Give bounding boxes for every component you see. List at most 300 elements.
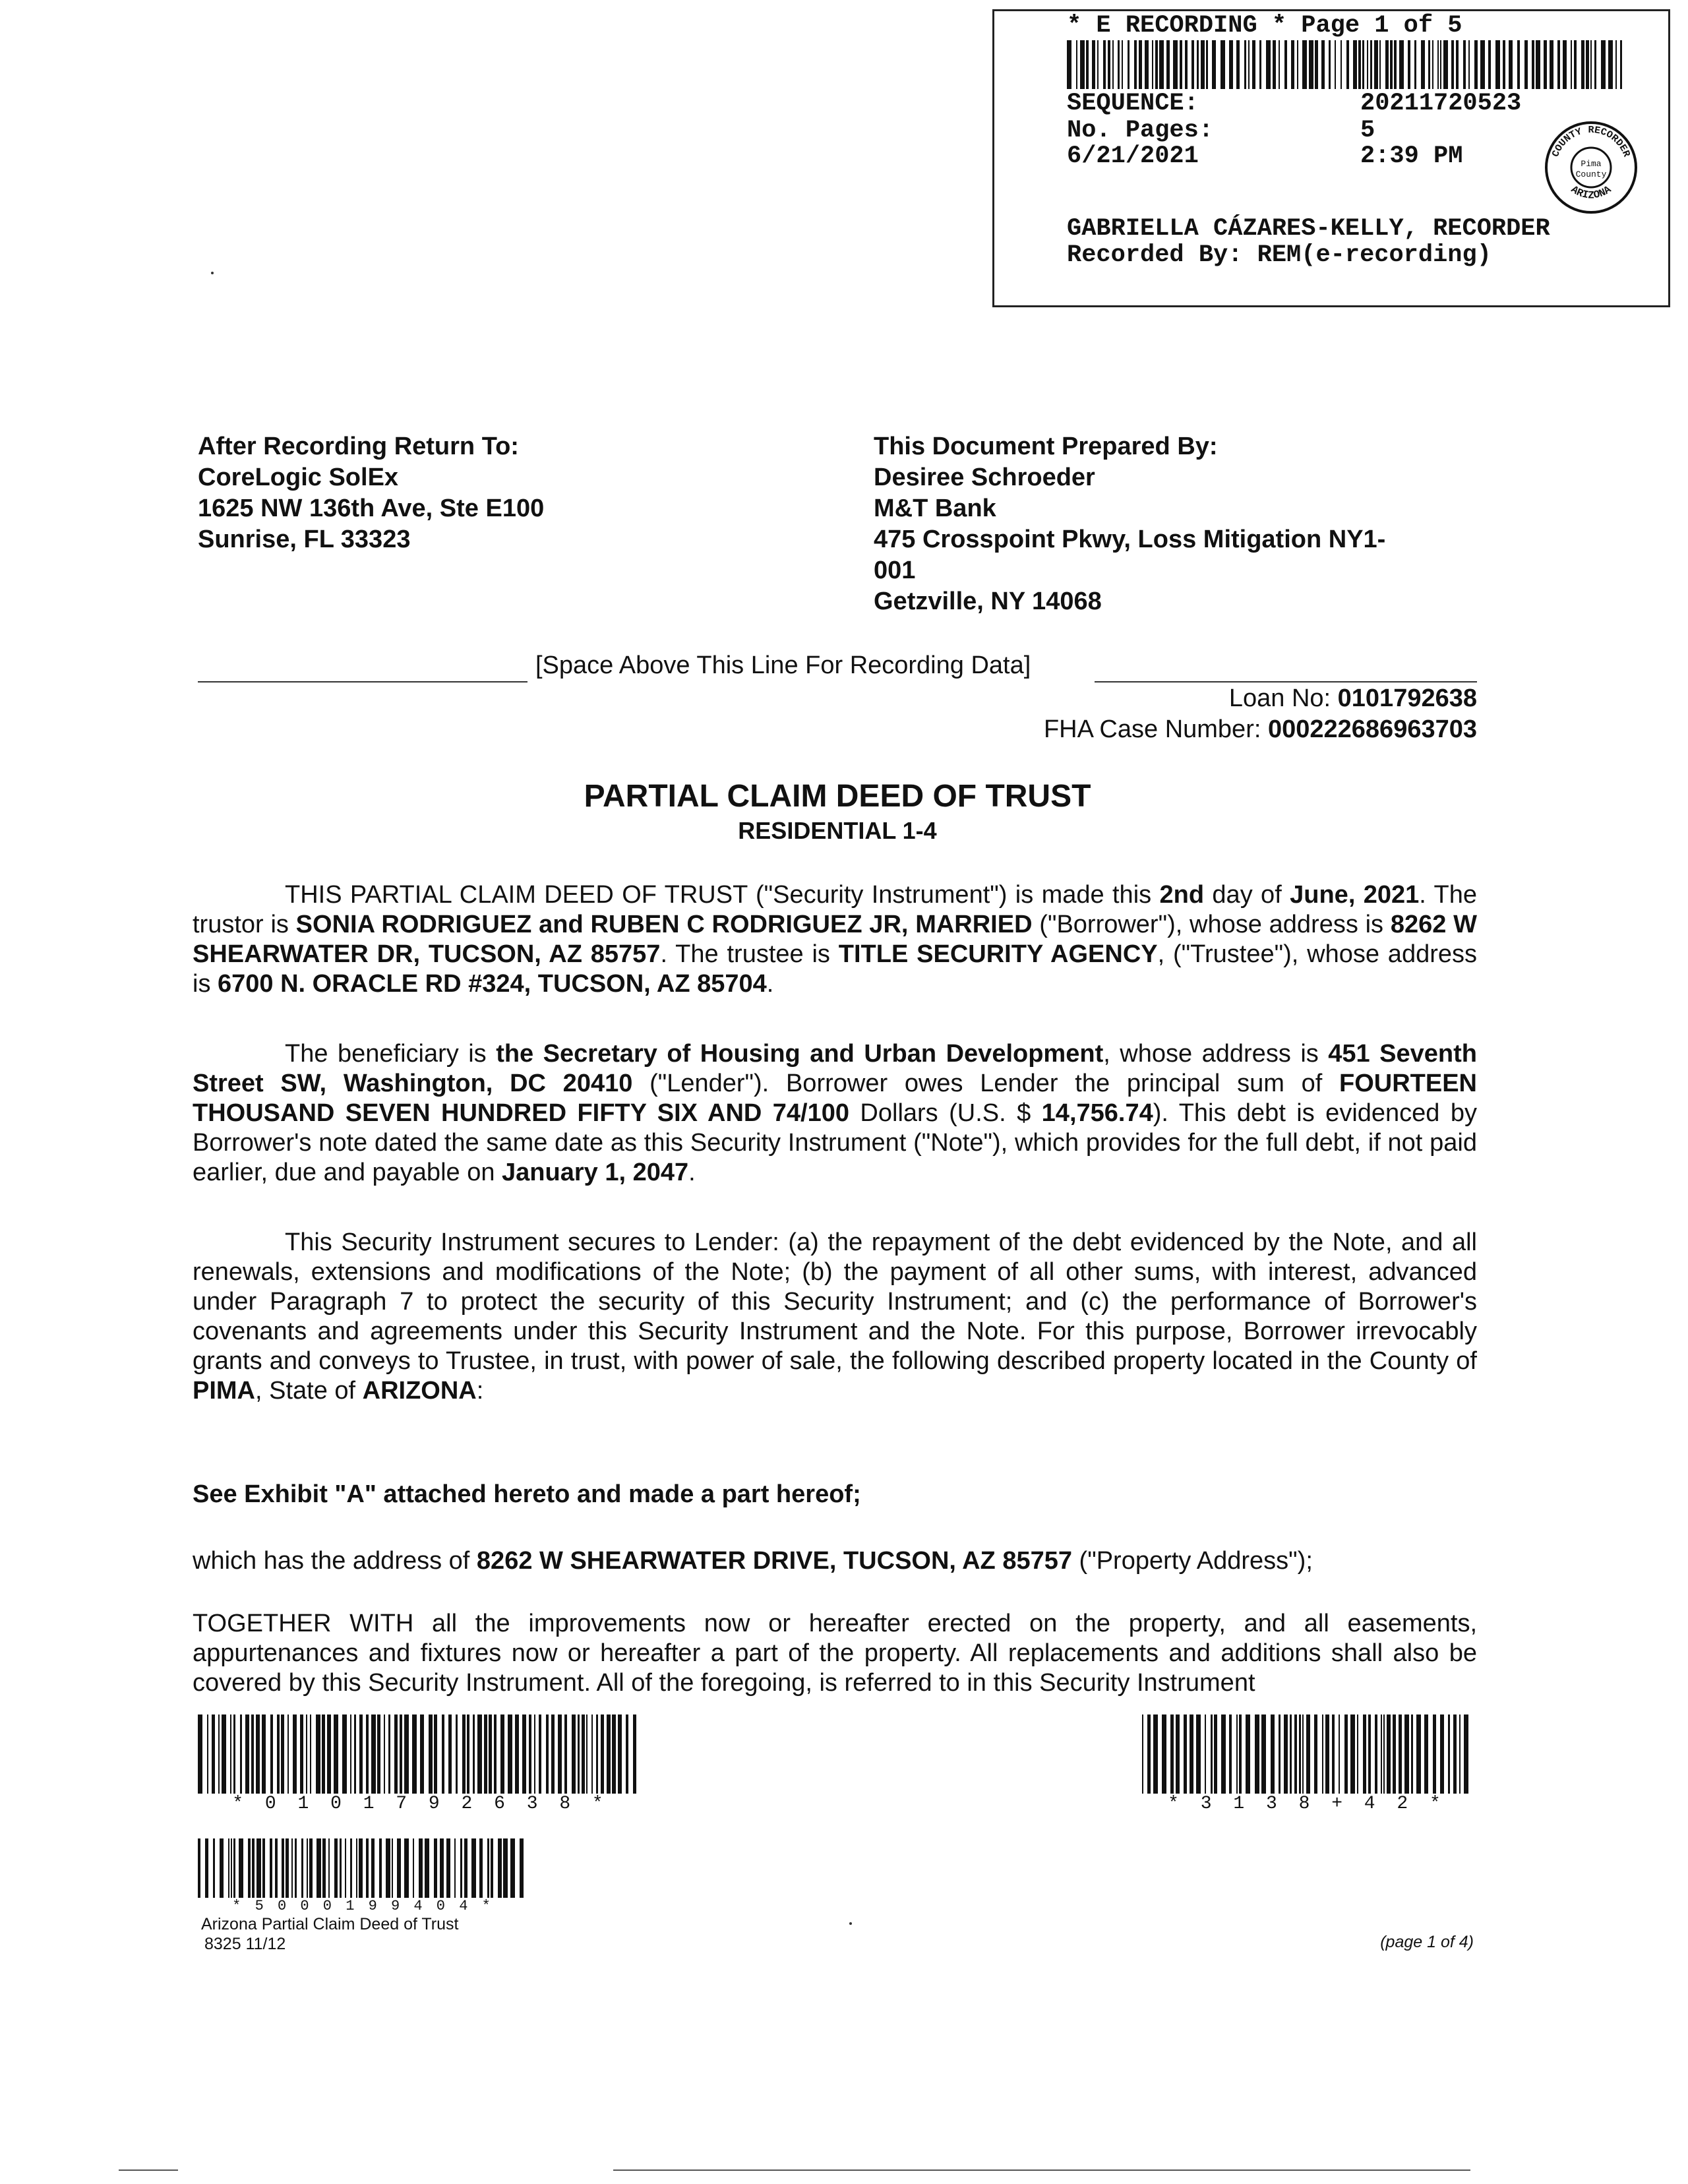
barcode-bar [1557, 40, 1560, 89]
seal-top-text: COUNTY RECORDER [1550, 125, 1633, 159]
barcode-bar [213, 1838, 215, 1898]
barcode-bar [1236, 1714, 1238, 1794]
barcode-bar [1451, 40, 1454, 89]
barcode-bar [1488, 40, 1491, 89]
barcode-bar [1393, 1714, 1396, 1794]
seal-center-1: Pima [1581, 159, 1602, 169]
barcode-bar [582, 1714, 585, 1794]
recording-barcode [1067, 40, 1627, 89]
barcode-bar [245, 1714, 249, 1794]
barcode-bar [434, 1838, 437, 1898]
barcode-bar [359, 1838, 363, 1898]
sequence-label: SEQUENCE: [1067, 90, 1199, 117]
barcode-bar [1122, 40, 1123, 89]
barcode-bar [1306, 1714, 1310, 1794]
fha-value: 000222686963703 [1267, 715, 1477, 743]
barcode-bar [1139, 40, 1142, 89]
barcode-bar [334, 1838, 338, 1898]
barcode-bar [586, 1714, 588, 1794]
barcode-bar [1294, 1714, 1297, 1794]
sequence-value: 20211720523 [1360, 90, 1522, 117]
barcode-bar [286, 1838, 289, 1898]
barcode-bar [198, 1714, 202, 1794]
barcode-bar [446, 1838, 451, 1898]
barcode-bar [1385, 40, 1389, 89]
loan-label: Loan No: [1228, 684, 1331, 712]
barcode-bar [1463, 40, 1466, 89]
barcode-bar [1615, 40, 1617, 89]
barcode-bar [448, 1714, 452, 1794]
barcode-bar [334, 1714, 338, 1794]
barcode-bar [1574, 40, 1577, 89]
barcode-bar [529, 1714, 531, 1794]
barcode-bar [275, 1838, 278, 1898]
fha-label: FHA Case Number: [1043, 715, 1261, 743]
barcode-bar [425, 1838, 429, 1898]
barcode-bar [340, 1838, 342, 1898]
barcode-bar [1544, 40, 1547, 89]
barcode-bar [1440, 40, 1441, 89]
barcode-bar [1341, 40, 1342, 89]
barcode-bar [1239, 1714, 1242, 1794]
barcode-bar [350, 1838, 352, 1898]
barcode-bar [1205, 1714, 1206, 1794]
barcode-bar [1211, 1714, 1213, 1794]
barcode-bar [1332, 1714, 1335, 1794]
barcode-bar [1290, 1714, 1292, 1794]
barcode-bar [404, 1714, 409, 1794]
return-to-line: CoreLogic SolEx [198, 464, 399, 491]
barcode-bar [633, 1714, 636, 1794]
barcode-bar [442, 1714, 444, 1794]
barcode-bar [1118, 40, 1120, 89]
barcode-bar [1517, 40, 1520, 89]
barcode-bar [212, 1714, 215, 1794]
barcode-bar [626, 1714, 628, 1794]
barcode-bar [251, 1714, 254, 1794]
barcode-bar [1374, 40, 1378, 89]
barcode-bar [1314, 1714, 1317, 1794]
barcode-bar [1273, 40, 1276, 89]
barcode-bar [1532, 40, 1534, 89]
barcode-bar [503, 1838, 508, 1898]
barcode-bar [1166, 40, 1170, 89]
barcode-bar [1339, 1714, 1340, 1794]
barcode-bar [1246, 1714, 1250, 1794]
barcode-bar [1108, 40, 1110, 89]
return-to-heading: After Recording Return To: [198, 433, 519, 460]
barcode-bar [1284, 40, 1287, 89]
barcode-bar [1362, 40, 1364, 89]
loan-value: 0101792638 [1337, 684, 1477, 712]
barcode-bar [300, 1714, 303, 1794]
barcode-bar [1571, 40, 1572, 89]
barcode-bar [1142, 1714, 1143, 1794]
barcode-bar [1437, 40, 1439, 89]
barcode-bar [1155, 40, 1158, 89]
seal-center-2: County [1575, 169, 1607, 179]
barcode-bar [1259, 40, 1261, 89]
barcode-bar [1581, 40, 1584, 89]
barcode-bar [262, 1838, 265, 1898]
barcode-bar [316, 1714, 320, 1794]
barcode-bar [1284, 1714, 1288, 1794]
barcode-bar [1601, 40, 1606, 89]
barcode-bar [1509, 40, 1513, 89]
barcode-bar [1480, 40, 1485, 89]
barcode-bar [1291, 40, 1294, 89]
barcode-bar [1145, 40, 1149, 89]
barcode-bar [1411, 1714, 1413, 1794]
barcode-bar [1152, 40, 1153, 89]
barcode-bar [1325, 1714, 1329, 1794]
barcode-bar [1309, 40, 1313, 89]
barcode-bar [1404, 1714, 1409, 1794]
barcode-bar [1459, 1714, 1461, 1794]
barcode-bar [220, 1838, 224, 1898]
barcode-bar [1357, 1714, 1358, 1794]
barcode-bar [429, 1714, 433, 1794]
barcode-bar [371, 1714, 376, 1794]
barcode-bar [578, 1714, 580, 1794]
barcode-bar [328, 1838, 330, 1898]
barcode-bar [301, 1838, 303, 1898]
barcode-bar [248, 1838, 251, 1898]
scan-speck [211, 272, 214, 274]
paragraph-together-with: TOGETHER WITH all the improvements now or hereafter erected on the property, and all easements, appurtenances and fixtures now or hereafter a part of the property. All replacements and additions shall also be covered by this Security Instrument. All of the foregoing, is referred to in this Security Instrument [193, 1610, 1477, 1697]
barcode-bar [1112, 40, 1114, 89]
barcode-bar [270, 1838, 272, 1898]
barcode-bar [1383, 1714, 1385, 1794]
barcode-bar [1370, 40, 1372, 89]
barcode-bar [1271, 1714, 1275, 1794]
barcode-bar [359, 1714, 363, 1794]
barcode-bar [218, 1714, 220, 1794]
barcode-bar [222, 1714, 226, 1794]
barcode-bar [366, 1714, 369, 1794]
barcode-bar [1134, 40, 1137, 89]
barcode-bar [1358, 40, 1361, 89]
barcode-bar [1302, 40, 1307, 89]
barcode-bar [1379, 40, 1381, 89]
barcode-bar [1344, 1714, 1348, 1794]
barcode-bar [239, 1838, 243, 1898]
barcode-bar [1367, 40, 1368, 89]
barcode-bar [1408, 40, 1410, 89]
barcode-bar [1170, 1714, 1174, 1794]
barcode-bar [515, 1714, 519, 1794]
barcode-bar [1394, 40, 1397, 89]
barcode-bar [1503, 40, 1505, 89]
barcode-bar [1252, 40, 1255, 89]
barcode-bar [1299, 1714, 1301, 1794]
barcode-bar [281, 1714, 284, 1794]
prepared-by-block [874, 431, 1467, 617]
pages-label: No. Pages: [1067, 117, 1214, 144]
prepared-by-line: Desiree Schroeder [874, 464, 1095, 491]
barcode-bar [316, 1838, 321, 1898]
barcode-bar [1353, 40, 1357, 89]
exhibit-reference: See Exhibit "A" attached hereto and made a part hereof; [193, 1480, 861, 1508]
document-barcode [1142, 1714, 1472, 1794]
barcode-bar [1159, 40, 1164, 89]
barcode-bar [295, 1838, 297, 1898]
barcode-bar [1302, 1714, 1304, 1794]
barcode-bar [1399, 1714, 1402, 1794]
barcode-bar [479, 1838, 483, 1898]
recording-date: 6/21/2021 [1067, 142, 1199, 170]
page-indicator: (page 1 of 4) [1380, 1933, 1474, 1951]
seal-bottom-text: ARIZONA [1569, 183, 1613, 202]
barcode-bar [434, 1714, 437, 1794]
barcode-bar [1147, 1714, 1151, 1794]
barcode-bar [293, 1714, 297, 1794]
barcode-bar [1448, 1714, 1450, 1794]
barcode-bar [596, 1714, 598, 1794]
barcode-bar [1076, 40, 1077, 89]
barcode-bar [404, 1838, 409, 1898]
recorded-by: Recorded By: REM(e-recording) [1067, 241, 1492, 269]
barcode-bar [1375, 1714, 1377, 1794]
return-to-block [198, 431, 699, 555]
barcode-bar [1190, 1714, 1193, 1794]
barcode-bar [205, 1838, 208, 1898]
barcode-bar [366, 1838, 369, 1898]
barcode-bar [456, 1714, 458, 1794]
barcode-bar [494, 1714, 497, 1794]
barcode-bar [1103, 40, 1106, 89]
barcode-bar [1350, 1714, 1355, 1794]
barcode-bar [1185, 40, 1188, 89]
barcode-bar [413, 1838, 414, 1898]
loan-number [1229, 683, 1477, 713]
space-above-line-text: [Space Above This Line For Recording Data] [535, 652, 1031, 679]
barcode-bar [1206, 40, 1208, 89]
return-to-line: Sunrise, FL 33323 [198, 526, 411, 553]
paragraph-beneficiary: The beneficiary is the Secretary of Housing and Urban Development, whose address is 451 Seventh Street SW, Washington, DC 20410 ("Lender"). Borrower owes Lender the principal sum of FOURTEEN THOUSAND SEVEN HUNDRED FIFTY SIX AND 74/100 Dollars (U.S. $ 14,756.74). This debt is evidenced by Borrower's note dated the same date as this Security Instrument ("Note"), which provides for the full debt, if not paid earlier, due and payable on January 1, 2047. [193, 1040, 1477, 1186]
barcode-bar [618, 1714, 622, 1794]
pages-value: 5 [1360, 117, 1375, 144]
barcode-bar [487, 1838, 489, 1898]
barcode-bar [1586, 40, 1589, 89]
barcode-bar [1244, 40, 1246, 89]
barcode-bar [356, 1838, 357, 1898]
barcode-bar [233, 1838, 235, 1898]
property-address-line: which has the address of 8262 W SHEARWATER DRIVE, TUCSON, AZ 85757 ("Property Address"); [193, 1547, 1313, 1575]
barcode-bar [310, 1714, 311, 1794]
barcode-bar [397, 1838, 401, 1898]
barcode-bar [420, 1714, 424, 1794]
barcode-bar [1086, 40, 1089, 89]
recording-header: * E RECORDING * Page 1 of 5 [1067, 12, 1462, 40]
barcode-bar [1321, 40, 1325, 89]
recording-stamp [992, 9, 1670, 307]
barcode-bar [1092, 40, 1095, 89]
form-barcode [198, 1838, 528, 1898]
barcode-bar [1097, 40, 1099, 89]
barcode-bar [354, 1714, 356, 1794]
barcode-bar [473, 1714, 475, 1794]
barcode-bar [377, 1714, 380, 1794]
barcode-bar [1468, 40, 1470, 89]
barcode-bar [1335, 40, 1336, 89]
barcode-bar [1322, 1714, 1323, 1794]
svg-text:ARIZONA [1569, 183, 1613, 201]
barcode-bar [440, 1838, 444, 1898]
return-to-line: 1625 NW 136th Ave, Ste E100 [198, 495, 545, 522]
barcode-bar [384, 1714, 385, 1794]
barcode-bar [612, 1714, 616, 1794]
barcode-bar [564, 1714, 567, 1794]
paragraph-parties: THIS PARTIAL CLAIM DEED OF TRUST ("Security Instrument") is made this 2nd day of June, 2021. The trustor is SONIA RODRIGUEZ and RUBEN C RODRIGUEZ JR, MARRIED ("Borrower"), whose address is 8262 W SHEARWATER DR, TUCSON, AZ 85757. The trustee is TITLE SECURITY AGENCY, ("Trustee"), whose address is 6700 N. ORACLE RD #324, TUCSON, AZ 85704. [193, 881, 1477, 998]
barcode-bar [207, 1714, 208, 1794]
barcode-bar [558, 1714, 562, 1794]
barcode-bar [491, 1838, 493, 1898]
barcode-bar [591, 1714, 593, 1794]
barcode-bar [1424, 1714, 1428, 1794]
barcode-bar [1261, 1714, 1266, 1794]
barcode-bar [291, 1838, 293, 1898]
barcode-bar [307, 1838, 308, 1898]
barcode-bar [1536, 40, 1540, 89]
barcode-bar [233, 1714, 235, 1794]
barcode-bar [1067, 40, 1071, 89]
barcode-bar [460, 1838, 462, 1898]
barcode-bar [1297, 40, 1298, 89]
barcode-bar [379, 1838, 382, 1898]
scan-edge-mark [119, 2169, 178, 2171]
barcode-bar [1221, 40, 1225, 89]
barcode-bar [1414, 40, 1416, 89]
barcode-bar [277, 1714, 280, 1794]
document-title: PARTIAL CLAIM DEED OF TRUST [584, 779, 1091, 814]
barcode-bar [1368, 1714, 1371, 1794]
barcode-bar [252, 1838, 255, 1898]
barcode-bar [498, 1838, 502, 1898]
barcode-bar [1432, 40, 1433, 89]
barcode-bar [551, 1714, 555, 1794]
barcode-bar [1329, 40, 1331, 89]
barcode-bar [1474, 40, 1478, 89]
barcode-bar [464, 1838, 467, 1898]
barcode-bar [539, 1714, 541, 1794]
barcode-bar [471, 1838, 476, 1898]
barcode-bar [1255, 1714, 1259, 1794]
barcode-bar [510, 1838, 515, 1898]
barcode-bar [240, 1714, 242, 1794]
barcode-bar [1594, 40, 1596, 89]
barcode-bar [1363, 1714, 1366, 1794]
barcode-bar [1191, 40, 1194, 89]
barcode-bar [1428, 40, 1430, 89]
barcode-bar [1176, 1714, 1180, 1794]
barcode-bar [287, 1714, 289, 1794]
barcode-bar [1495, 40, 1500, 89]
barcode-bar [1248, 40, 1250, 89]
fha-case-number [1044, 714, 1477, 744]
barcode-bar [1212, 40, 1216, 89]
barcode-bar [489, 1714, 492, 1794]
barcode-bar [412, 1714, 417, 1794]
prepared-by-heading: This Document Prepared By: [874, 433, 1218, 460]
barcode-bar [1221, 1714, 1226, 1794]
barcode-bar [1590, 40, 1592, 89]
barcode-bar [1464, 1714, 1468, 1794]
barcode-bar [601, 1714, 604, 1794]
barcode-bar [1229, 40, 1233, 89]
loan-barcode [198, 1714, 643, 1794]
barcode-bar [386, 1838, 390, 1898]
barcode-bar [484, 1714, 487, 1794]
barcode-bar [1456, 40, 1459, 89]
recording-time: 2:39 PM [1360, 142, 1463, 170]
barcode-bar [282, 1838, 285, 1898]
barcode-bar [371, 1838, 375, 1898]
barcode-bar [400, 1714, 402, 1794]
barcode-bar [1315, 40, 1318, 89]
scan-speck [849, 1922, 852, 1925]
barcode-bar [256, 1714, 260, 1794]
barcode-bar [1236, 40, 1240, 89]
barcode-bar [327, 1714, 331, 1794]
barcode-bar [419, 1838, 423, 1898]
barcode-bar [1399, 40, 1404, 89]
scan-edge-mark [613, 2169, 1470, 2171]
barcode-bar [1128, 40, 1130, 89]
barcode-bar [1162, 1714, 1166, 1794]
document-barcode-caption: * 3 1 3 8 + 4 2 * [1168, 1794, 1446, 1814]
barcode-bar [230, 1714, 231, 1794]
barcode-bar [1153, 1714, 1158, 1794]
barcode-bar [392, 1838, 394, 1898]
prepared-by-line: M&T Bank [874, 495, 996, 522]
barcode-bar [1620, 40, 1622, 89]
barcode-bar [1346, 40, 1349, 89]
barcode-bar [522, 1714, 526, 1794]
barcode-bar [1416, 1714, 1421, 1794]
barcode-bar [256, 1838, 261, 1898]
paragraph-security: This Security Instrument secures to Lender: (a) the repayment of the debt evidenced by the Note, and all renewals, extensions and modifications of the Note; (b) the payment of all other sums, with interest, advanced under Paragraph 7 to protect the security of this Security Instrument; and (c) the performance of Borrower's covenants and agreements under this Security Instrument and the Note. For this purpose, Borrower irrevocably grants and conveys to Trustee, in trust, with power of sale, the following described property located in the County of PIMA, State of ARIZONA: [193, 1228, 1477, 1405]
barcode-bar [1279, 40, 1280, 89]
barcode-bar [1387, 1714, 1391, 1794]
barcode-bar [1440, 1714, 1444, 1794]
barcode-bar [508, 1714, 512, 1794]
barcode-bar [322, 1714, 325, 1794]
barcode-bar [1173, 40, 1178, 89]
barcode-bar [394, 1714, 398, 1794]
form-code: 8325 11/12 [204, 1935, 286, 1953]
barcode-bar [1381, 1714, 1382, 1794]
barcode-bar [1279, 1714, 1281, 1794]
barcode-bar [572, 1714, 576, 1794]
barcode-bar [350, 1714, 351, 1794]
barcode-bar [228, 1838, 230, 1898]
barcode-bar [1608, 40, 1613, 89]
barcode-bar [231, 1838, 232, 1898]
barcode-bar [462, 1714, 466, 1794]
barcode-bar [1201, 40, 1205, 89]
barcode-bar [198, 1838, 200, 1898]
county-seal-icon [1542, 118, 1641, 217]
barcode-bar [388, 1714, 390, 1794]
recording-divider-right [1095, 681, 1477, 682]
barcode-bar [306, 1714, 307, 1794]
svg-text:COUNTY RECORDER [1550, 125, 1632, 158]
recorder-name: GABRIELLA CÁZARES-KELLY, RECORDER [1067, 215, 1550, 243]
barcode-bar [1229, 1714, 1232, 1794]
document-subtitle: RESIDENTIAL 1-4 [738, 817, 937, 844]
barcode-bar [477, 1714, 482, 1794]
